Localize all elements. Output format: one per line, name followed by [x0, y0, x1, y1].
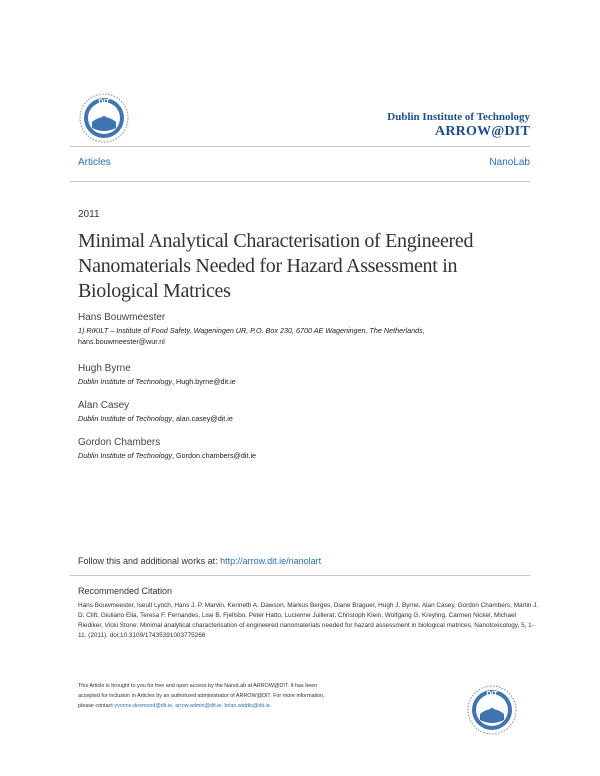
author-entry [78, 362, 538, 387]
citation-text: Hans Bouwmeester, Iseult Lynch, Hans J. P. Marvin, Kenneth A. Dawson, Markus Berges, Diane Braguer, Hugh J. Byrne, Alan Casey, Gordon Chambers, Martin J. D. Clift, Giuliano Elia, Teresa F. Fernandes, Lise B. Fjellsbo, Peter Hatto, Lucienne Juillerat, Christoph Klein, Wolfgang G. Kreyling, Carmen Nickel, Michael Riediker, Vicki Stone: Minimal analytical characterisation of engineered nanomaterials needed for hazard assessment in biological matrices. Nanotoxicology, 5, 1-11. (2011). doi:10.3109/17435391003775266 [78, 602, 539, 639]
author-name: Hans Bouwmeester [78, 312, 166, 323]
top-divider [70, 146, 530, 147]
dit-logo [78, 92, 130, 144]
author-affiliation: Dublin Institute of Technology, alan.casey@dit.ie [78, 414, 233, 423]
dit-logo-bottom [466, 684, 518, 736]
author-email: alan.casey@dit.ie [176, 414, 233, 423]
author-name: Alan Casey [78, 400, 130, 411]
access-notice [78, 681, 328, 711]
author-affiliation: Dublin Institute of Technology, Gordon.chambers@dit.ie [78, 451, 257, 460]
contact-emails-link[interactable]: yvonne.desmond@dit.ie, arrow.admin@dit.ie, brian.widdis@dit.ie [114, 703, 270, 709]
author-affiliation: Dublin Institute of Technology, Hugh.byrne@dit.ie [78, 377, 236, 386]
author-email: hans.bouwmeester@wur.nl [78, 337, 165, 346]
publication-year: 2011 [78, 209, 100, 220]
notice-text: This Article is brought to you for free and open access by the NanoLab at ARROW@DIT. It has been accepted for inclusion in Articles by an authorized administrator of ARROW@DIT. For more information, please contact [78, 683, 325, 709]
follow-link[interactable]: http://arrow.dit.ie/nanolart [220, 556, 322, 566]
article-title: Minimal Analytical Characterisation of Engineered Nanomaterials Needed for Hazard Assessment in Biological Matrices [78, 230, 474, 302]
nav-divider [70, 181, 530, 182]
follow-text: Follow this and additional works at: [78, 556, 218, 566]
institution-block [387, 111, 530, 140]
follow-divider [70, 575, 530, 576]
articles-link[interactable]: Articles [78, 157, 111, 168]
author-entry [78, 436, 538, 461]
repository-name: ARROW@DIT [435, 124, 530, 139]
author-affiliation: 1) RIKILT – Institute of Food Safety, Wageningen UR, P.O. Box 230, 6700 AE Wageningen, The Netherlands, [78, 326, 425, 335]
notice-end: . [269, 703, 272, 709]
recommended-heading: Recommended Citation [78, 586, 173, 596]
logo-text: DIT [98, 99, 110, 106]
author-entry [78, 311, 538, 347]
author-name: Hugh Byrne [78, 363, 131, 374]
author-name: Gordon Chambers [78, 437, 161, 448]
logo-text: DIT [486, 691, 498, 698]
institution-name: Dublin Institute of Technology [387, 111, 530, 123]
author-email: Gordon.chambers@dit.ie [176, 451, 257, 460]
nanolab-link[interactable]: NanoLab [489, 157, 530, 168]
author-entry [78, 399, 538, 424]
follow-line [78, 556, 321, 566]
author-email: Hugh.byrne@dit.ie [176, 377, 236, 386]
